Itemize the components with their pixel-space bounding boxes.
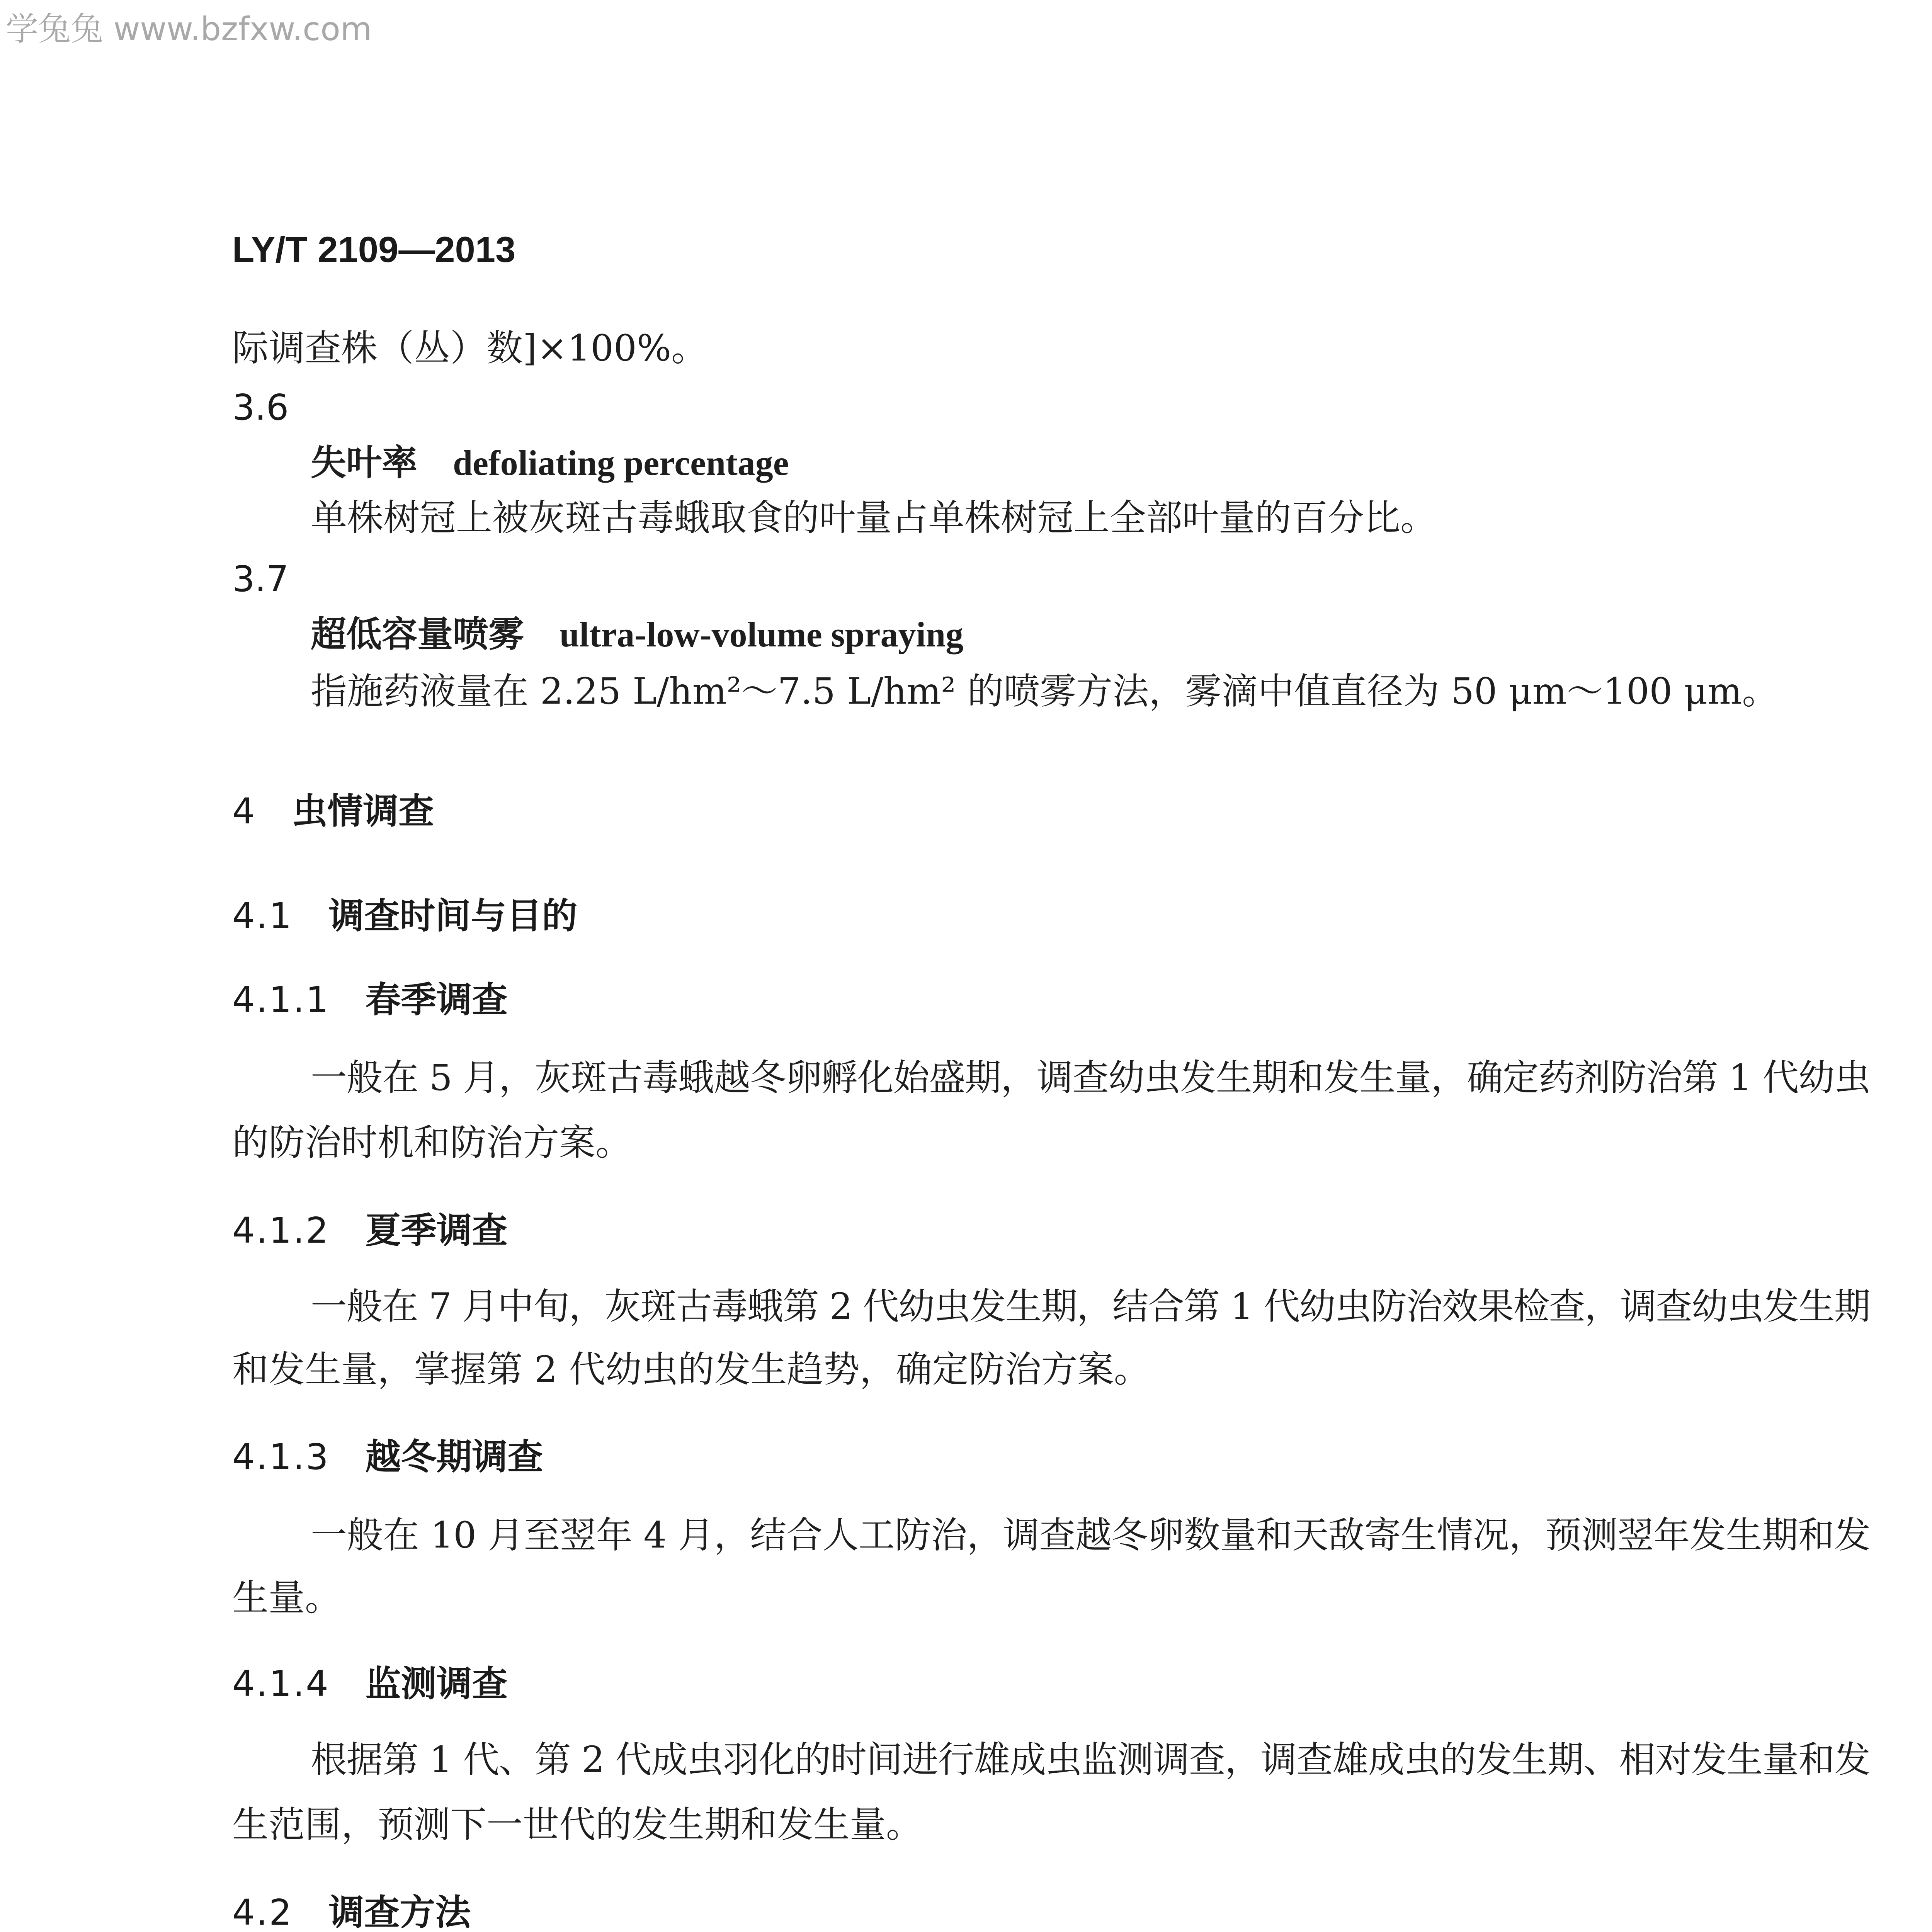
term-definition: 单株树冠上被灰斑古毒蛾取食的叶量占单株树冠上全部叶量的百分比。	[311, 497, 1437, 539]
section-number: 4.1.1	[232, 979, 330, 1020]
watermark: 学兔兔 www.bzfxw.com	[6, 10, 372, 48]
term-line	[311, 611, 963, 658]
section-number: 4.1.2	[232, 1210, 330, 1251]
section-number: 4.1.4	[232, 1663, 330, 1704]
standard-number-header: LY/T 2109—2013	[232, 229, 516, 270]
term-english: ultra-low-volume spraying	[560, 615, 964, 654]
term-english: defoliating percentage	[453, 443, 789, 483]
paragraph-line: 的防治时机和防治方案。	[232, 1122, 632, 1164]
section-heading	[232, 788, 434, 835]
section-heading	[232, 1889, 471, 1932]
section-number: 4	[232, 791, 257, 832]
term-definition: 指施药液量在 2.25 L/hm²～7.5 L/hm² 的喷雾方法，雾滴中值直径为 50 μm～100 μm。	[311, 670, 1779, 713]
paragraph-line: 生量。	[232, 1577, 342, 1619]
term-chinese: 失叶率	[311, 442, 418, 483]
term-chinese: 超低容量喷雾	[311, 614, 524, 655]
section-title: 调查方法	[328, 1892, 471, 1932]
continuation-line: 际调查株（丛）数]×100%。	[232, 327, 708, 369]
section-title: 监测调查	[365, 1663, 508, 1704]
section-heading	[232, 1434, 543, 1480]
term-number: 3.7	[232, 558, 289, 600]
section-number: 4.1.3	[232, 1436, 330, 1478]
section-heading	[232, 977, 508, 1023]
section-title: 虫情调查	[292, 791, 434, 832]
term-line	[311, 440, 789, 486]
paragraph-line: 生范围，预测下一世代的发生期和发生量。	[232, 1804, 923, 1846]
section-number: 4.1	[232, 895, 293, 937]
paragraph-line: 一般在 10 月至翌年 4 月，结合人工防治，调查越冬卵数量和天敌寄生情况，预测翌年发生期和发	[311, 1514, 1871, 1556]
section-title: 越冬期调查	[365, 1436, 543, 1478]
section-heading	[232, 1661, 508, 1707]
section-heading	[232, 893, 577, 939]
term-number: 3.6	[232, 387, 289, 428]
section-title: 夏季调查	[365, 1210, 508, 1251]
paragraph-line: 和发生量，掌握第 2 代幼虫的发生趋势，确定防治方案。	[232, 1349, 1150, 1391]
paragraph-line: 一般在 5 月，灰斑古毒蛾越冬卵孵化始盛期，调查幼虫发生期和发生量，确定药剂防治第 1 代幼虫	[311, 1057, 1870, 1099]
section-heading	[232, 1208, 508, 1254]
section-number: 4.2	[232, 1892, 293, 1932]
section-title: 调查时间与目的	[328, 895, 578, 937]
paragraph-line: 一般在 7 月中旬，灰斑古毒蛾第 2 代幼虫发生期，结合第 1 代幼虫防治效果检查，调查幼虫发生期	[311, 1286, 1870, 1328]
paragraph-line: 根据第 1 代、第 2 代成虫羽化的时间进行雄成虫监测调查，调查雄成虫的发生期、相对发生量和发	[311, 1739, 1870, 1781]
section-title: 春季调查	[365, 979, 508, 1020]
